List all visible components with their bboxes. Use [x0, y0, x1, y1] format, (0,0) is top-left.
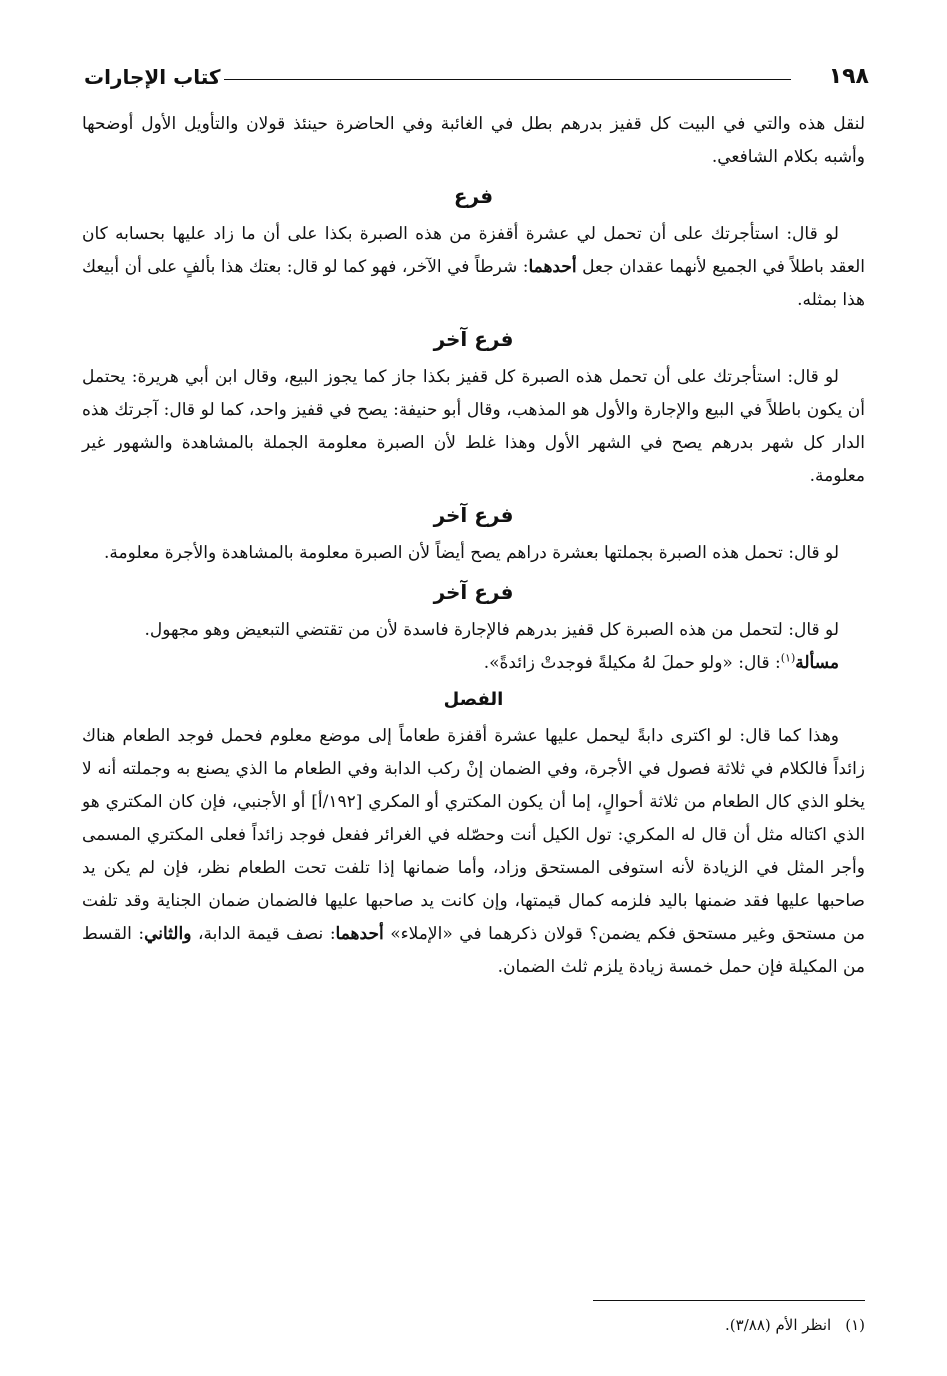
footnote-text: انظر الأم (٣/٨٨).: [725, 1316, 832, 1334]
masala-term: مسألة: [795, 653, 839, 673]
paragraph-text: : قال: «ولو حملَ لهُ مكيلةً فوجدتْ زائدةً».: [483, 653, 781, 673]
footnote-reference: (١): [780, 651, 796, 665]
bold-term: أحدهما: [528, 257, 577, 277]
book-title: كتاب الإجارات: [84, 65, 221, 89]
paragraph-masala: [82, 647, 865, 680]
paragraph-text: وهذا كما قال: لو اكترى دابةً ليحمل عليها عشرة أقفزة طعاماً إلى موضع معلوم فحمل فوجد الطعام هناك زائداً فالكلام في ثلاثة فصول في الأجرة، وفي الضمان إنْ ركب الدابة وفي الطعام ما الذي يصنع به وجملته أنه لا يخلو الذي كال الطعام من ثلاثة أحوالٍ، إما أن يكون المكتري أو المكري [١٩٢/أ] أو الأجنبي، فإن كان المكتري هو الذي اكتاله مثل أن قال له المكري: تول الكيل أنت وحصّله في الغرائر ففعل فوجد زائداً فعلى المكتري المسمى وأجر المثل في الزيادة لأنه استوفى المستحق وزاد، وأما ضمانها إذا تلفت تحت الطعام نظر، فإن لم يكن يد صاحبها عليها فقد ضمنها باليد فلزمه كمال قيمتها، وإن كانت يد صاحبها عليها فالضمان ضمان الجناية وقد تلفت من مستحق وغير مستحق فكم يضمن؟ قولان ذكرهما في «الإملاء»: [82, 726, 866, 944]
paragraph-text: : شرطاً في الآخر، فهو كما لو قال: بعتك هذا بألفٍ على أن أبيعك هذا بمثله.: [82, 257, 865, 310]
footnote-rule: [593, 1300, 865, 1301]
paragraph-far-akhar-2: لو قال: تحمل هذه الصبرة بجملتها بعشرة دراهم يصح أيضاً لأن الصبرة معلومة بالمشاهدة والأجرة معلومة.: [104, 543, 839, 563]
paragraph-fasl: [82, 720, 865, 984]
main-text: [82, 108, 865, 984]
paragraph-far-akhar-1: لو قال: استأجرتك على أن تحمل هذه الصبرة كل قفيز بكذا جاز كما يجوز البيع، وقال ابن أبي هريرة: يحتمل أن يكون باطلاً في البيع والإجارة والأول هو المذهب، وقال أبو حنيفة: يصح في قفيز واحد، كما لو قال: آجرتك هذه الدار كل شهر بدرهم يصح في الشهر الأول وهذا غلط لأن الصبرة معلومة الجملة بالمشاهدة والشهور غير معلومة.: [82, 367, 865, 486]
bold-term: والثاني: [144, 924, 192, 944]
paragraph-far-akhar-3: لو قال: لتحمل من هذه الصبرة كل قفيز بدرهم فالإجارة فاسدة لأن من تقتضي التبعيض وهو مجهول.: [144, 620, 839, 640]
paragraph-text: لو قال: استأجرتك على أن تحمل لي عشرة أقفزة من هذه الصبرة بكذا على أن ما زاد عليها بحسابه كان العقد باطلاً في الجميع لأنهما عقدان جعل: [82, 224, 866, 277]
section-heading-fasl: الفصل: [443, 689, 504, 710]
paragraph-text: : نصف قيمة الدابة،: [197, 924, 336, 944]
section-heading-far-akhar-3: فرع آخر: [433, 580, 514, 604]
running-header: [84, 62, 869, 96]
bold-term: أحدهما: [335, 924, 384, 944]
section-heading-far: فرع: [453, 184, 494, 208]
section-heading-far-akhar-2: فرع آخر: [433, 503, 514, 527]
section-heading-far-akhar-1: فرع آخر: [433, 327, 514, 351]
paragraph-continuation: لنقل هذه والتي في البيت كل قفيز بدرهم بطل في الغائبة وفي الحاضرة حينئذ قولان والتأويل الأول أوضحها وأشبه بكلام الشافعي.: [82, 114, 865, 167]
paragraph-far: [82, 218, 865, 317]
footnote: [82, 1312, 865, 1338]
paragraph-text: : القسط من المكيلة فإن حمل خمسة زيادة يلزم ثلث الضمان.: [82, 924, 865, 977]
footnote-number: (١): [845, 1316, 865, 1334]
header-rule: [224, 79, 791, 80]
page-number: ١٩٨: [828, 64, 869, 89]
